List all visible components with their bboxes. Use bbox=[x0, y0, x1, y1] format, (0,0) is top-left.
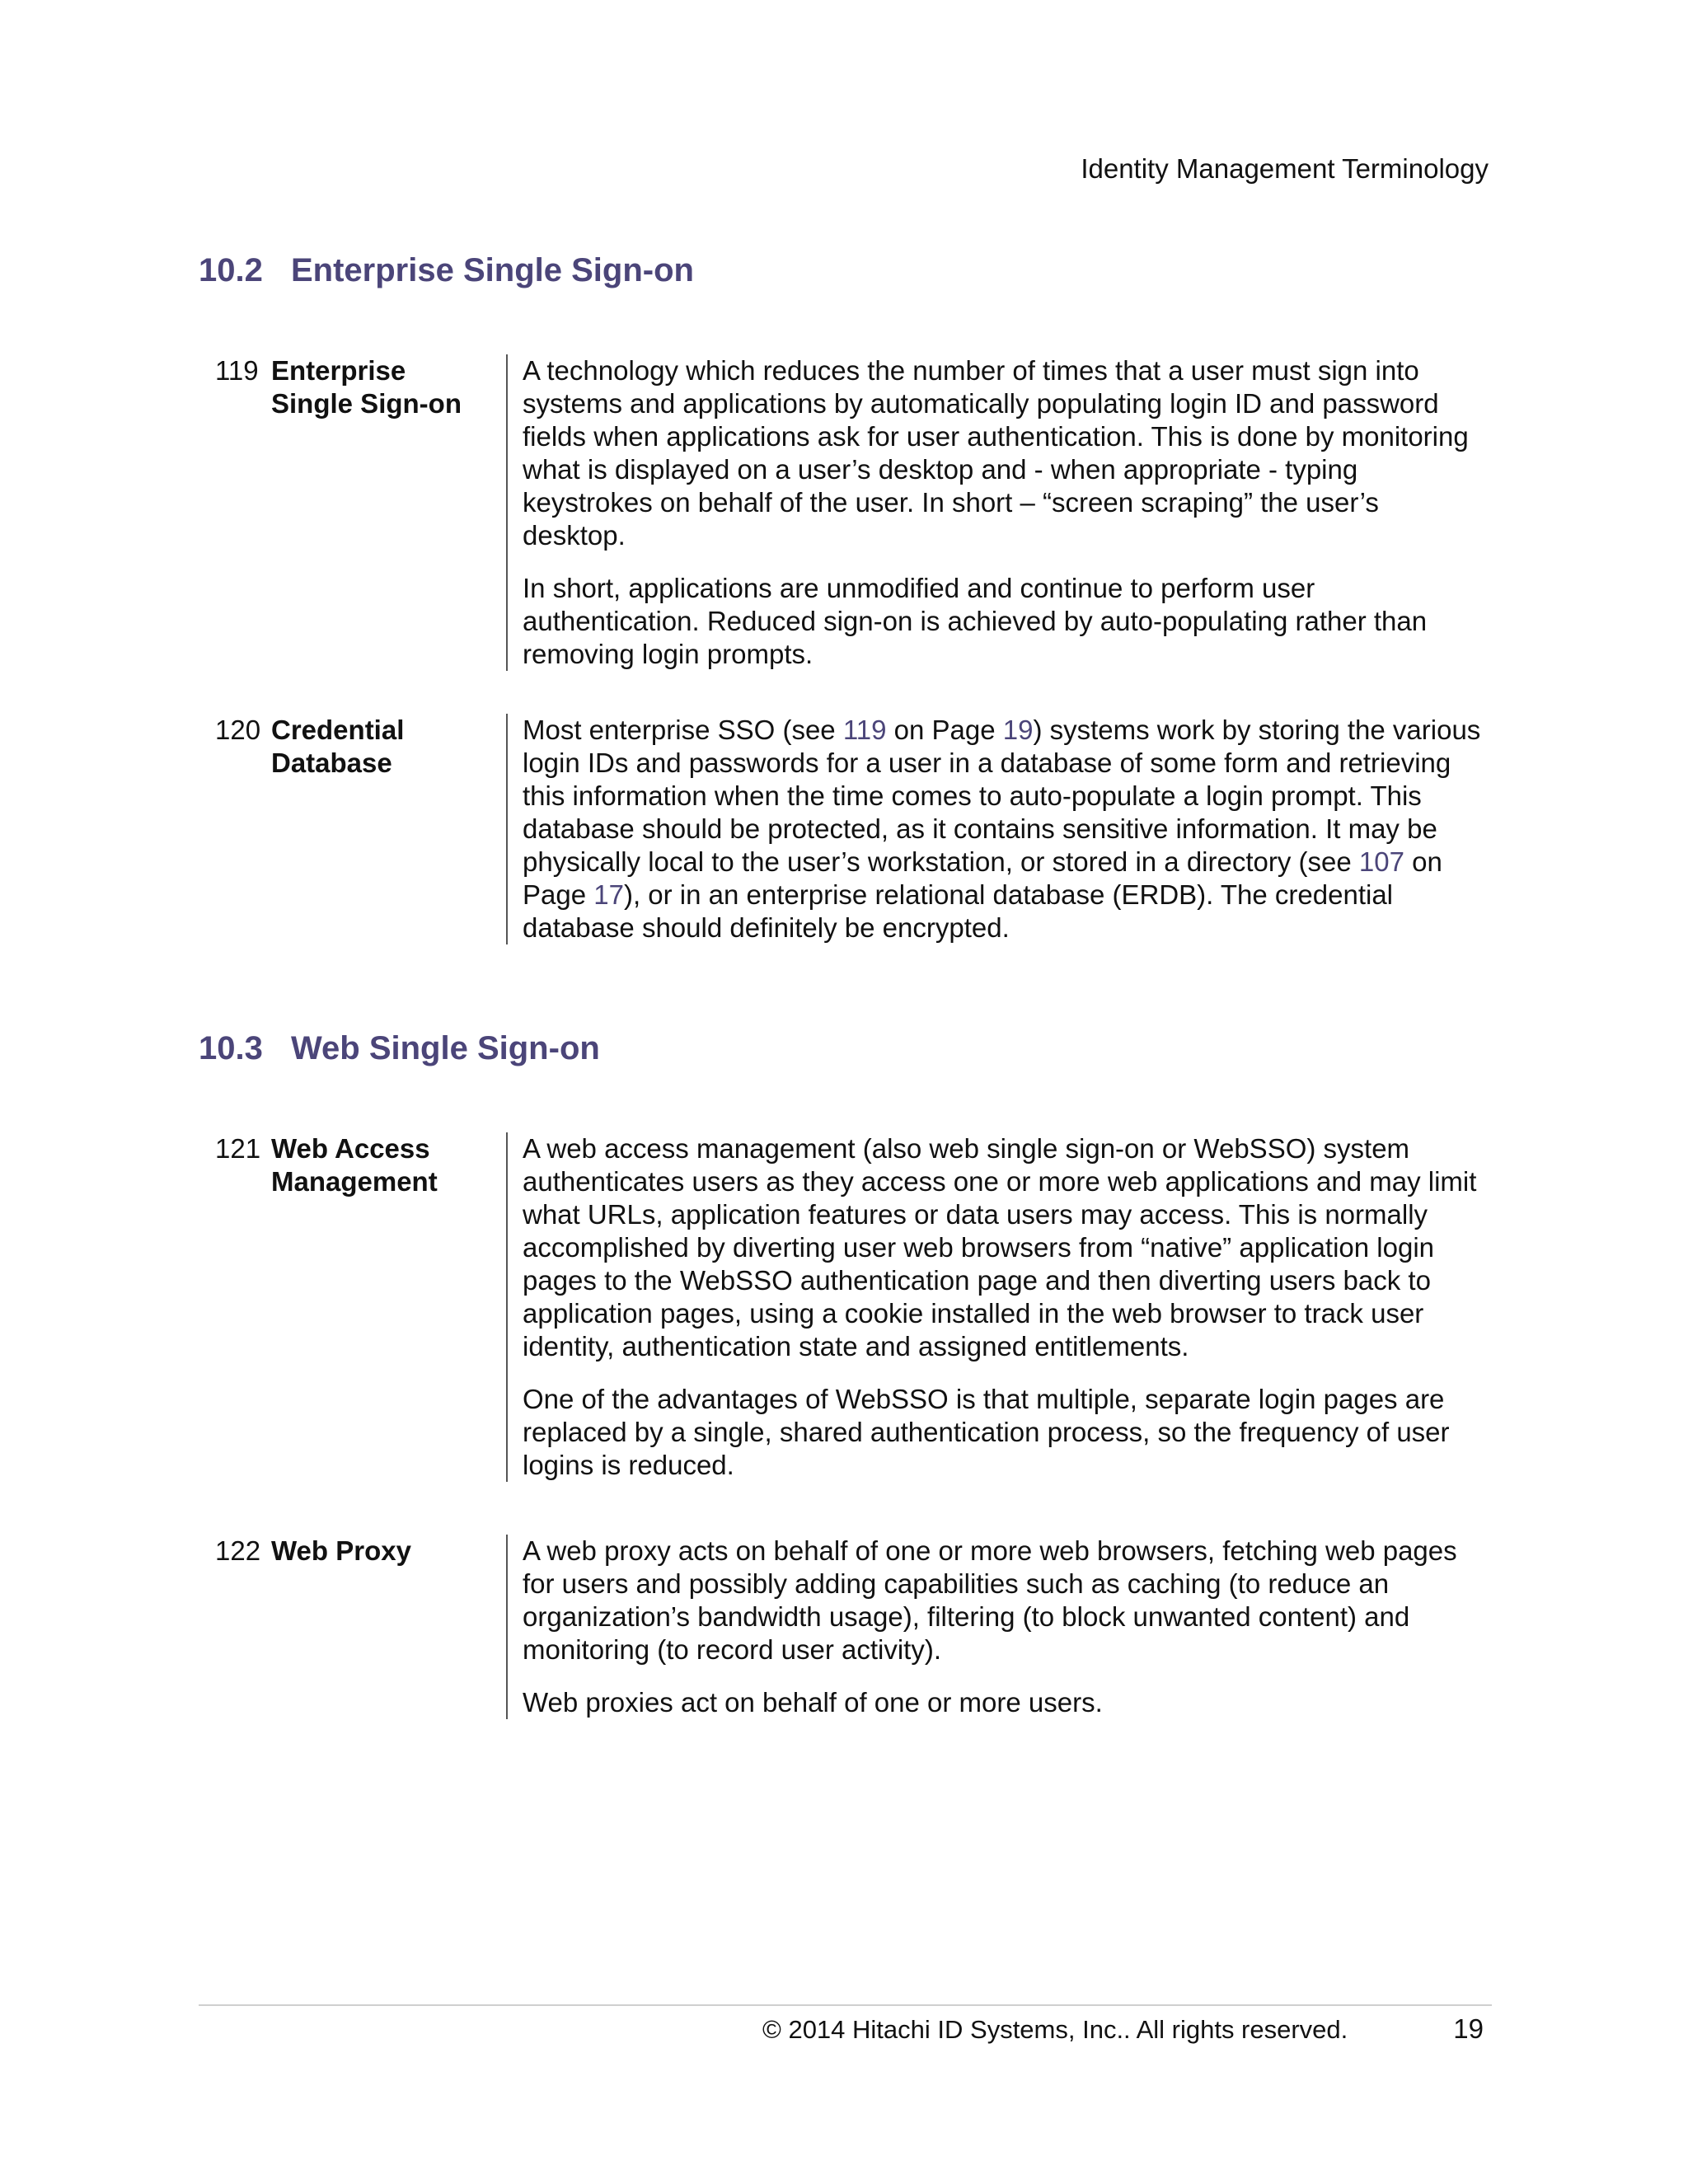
definition-text: ) systems work by storing the various login IDs and passwords for a user in a database of some form and retrieving this information when the time comes to auto-populate a login prompt. This database should be protected, as it contains sensitive information. It may be physically local to the user’s workstation, or stored in a directory (see bbox=[523, 715, 1481, 877]
section-number: 10.2 bbox=[199, 252, 263, 288]
definition-paragraph: Web proxies act on behalf of one or more users. bbox=[523, 1687, 1103, 1718]
footer-divider bbox=[199, 2004, 1492, 2006]
entry-definition bbox=[506, 1535, 1489, 1719]
section-heading-10-2 bbox=[199, 252, 694, 289]
entry-definition bbox=[506, 714, 1489, 944]
entry-number: 121 bbox=[215, 1133, 261, 1164]
definition-text: ), or in an enterprise relational database (ERDB). The credential database should definitely be encrypted. bbox=[523, 879, 1394, 943]
running-header: Identity Management Terminology bbox=[1081, 153, 1489, 184]
page-number: 19 bbox=[1453, 2013, 1484, 2044]
section-title: Enterprise Single Sign-on bbox=[291, 252, 694, 288]
section-heading-10-3 bbox=[199, 1030, 600, 1067]
definition-text: on Page bbox=[523, 846, 1442, 910]
entry-number: 119 bbox=[215, 355, 259, 386]
glossary-entry-119 bbox=[199, 354, 1489, 671]
definition-paragraph: A web proxy acts on behalf of one or more web browsers, fetching web pages for users and possibly adding capabilities such as caching (to reduce an organization’s bandwidth usage), filtering (to block unwanted content) and monitoring (to record user activity). bbox=[523, 1535, 1457, 1665]
definition-text: Most enterprise SSO (see bbox=[523, 715, 843, 745]
page-reference-link[interactable]: 19 bbox=[1002, 715, 1034, 745]
cross-reference-link[interactable]: 107 bbox=[1358, 846, 1404, 877]
definition-text: on Page bbox=[886, 715, 1003, 745]
definition-paragraph bbox=[523, 714, 1489, 944]
glossary-entry-121 bbox=[199, 1132, 1489, 1482]
glossary-entry-122 bbox=[199, 1535, 1489, 1719]
definition-paragraph: In short, applications are unmodified and continue to perform user authentication. Reduced sign-on is achieved by auto-populating rather than removing login prompts. bbox=[523, 573, 1428, 669]
cross-reference-link[interactable]: 119 bbox=[842, 715, 887, 745]
footer-copyright: © 2014 Hitachi ID Systems, Inc.. All rights reserved. bbox=[762, 2015, 1348, 2044]
entry-term: Enterprise Single Sign-on bbox=[271, 355, 462, 419]
entry-term: Credential Database bbox=[271, 715, 405, 778]
definition-paragraph: One of the advantages of WebSSO is that multiple, separate login pages are replaced by a single, shared authentication process, so the frequency of user logins is reduced. bbox=[523, 1384, 1450, 1480]
entry-term: Web Proxy bbox=[271, 1535, 411, 1566]
entry-number: 120 bbox=[215, 715, 261, 745]
definition-paragraph: A web access management (also web single sign-on or WebSSO) system authenticates users as they access one or more web applications and may limit what URLs, application features or data users may access. This is normally accomplished by diverting user web browsers from “native” application login pages to the WebSSO authentication page and then diverting users back to application pages, using a cookie installed in the web browser to track user identity, authentication state and assigned entitlements. bbox=[523, 1133, 1477, 1361]
entry-definition bbox=[506, 354, 1489, 671]
section-title: Web Single Sign-on bbox=[291, 1030, 600, 1066]
entry-term: Web Access Management bbox=[271, 1133, 438, 1197]
entry-definition bbox=[506, 1132, 1489, 1482]
section-number: 10.3 bbox=[199, 1030, 263, 1066]
glossary-entry-120 bbox=[199, 714, 1489, 944]
definition-paragraph: A technology which reduces the number of times that a user must sign into systems and applications by automatically populating login ID and password fields when applications ask for user authentication. This is done by monitoring what is displayed on a user’s desktop and - when appropriate - typing keystrokes on behalf of the user. In short – “screen scraping” the user’s desktop. bbox=[523, 355, 1469, 551]
page-reference-link[interactable]: 17 bbox=[593, 879, 624, 910]
entry-number: 122 bbox=[215, 1535, 261, 1566]
